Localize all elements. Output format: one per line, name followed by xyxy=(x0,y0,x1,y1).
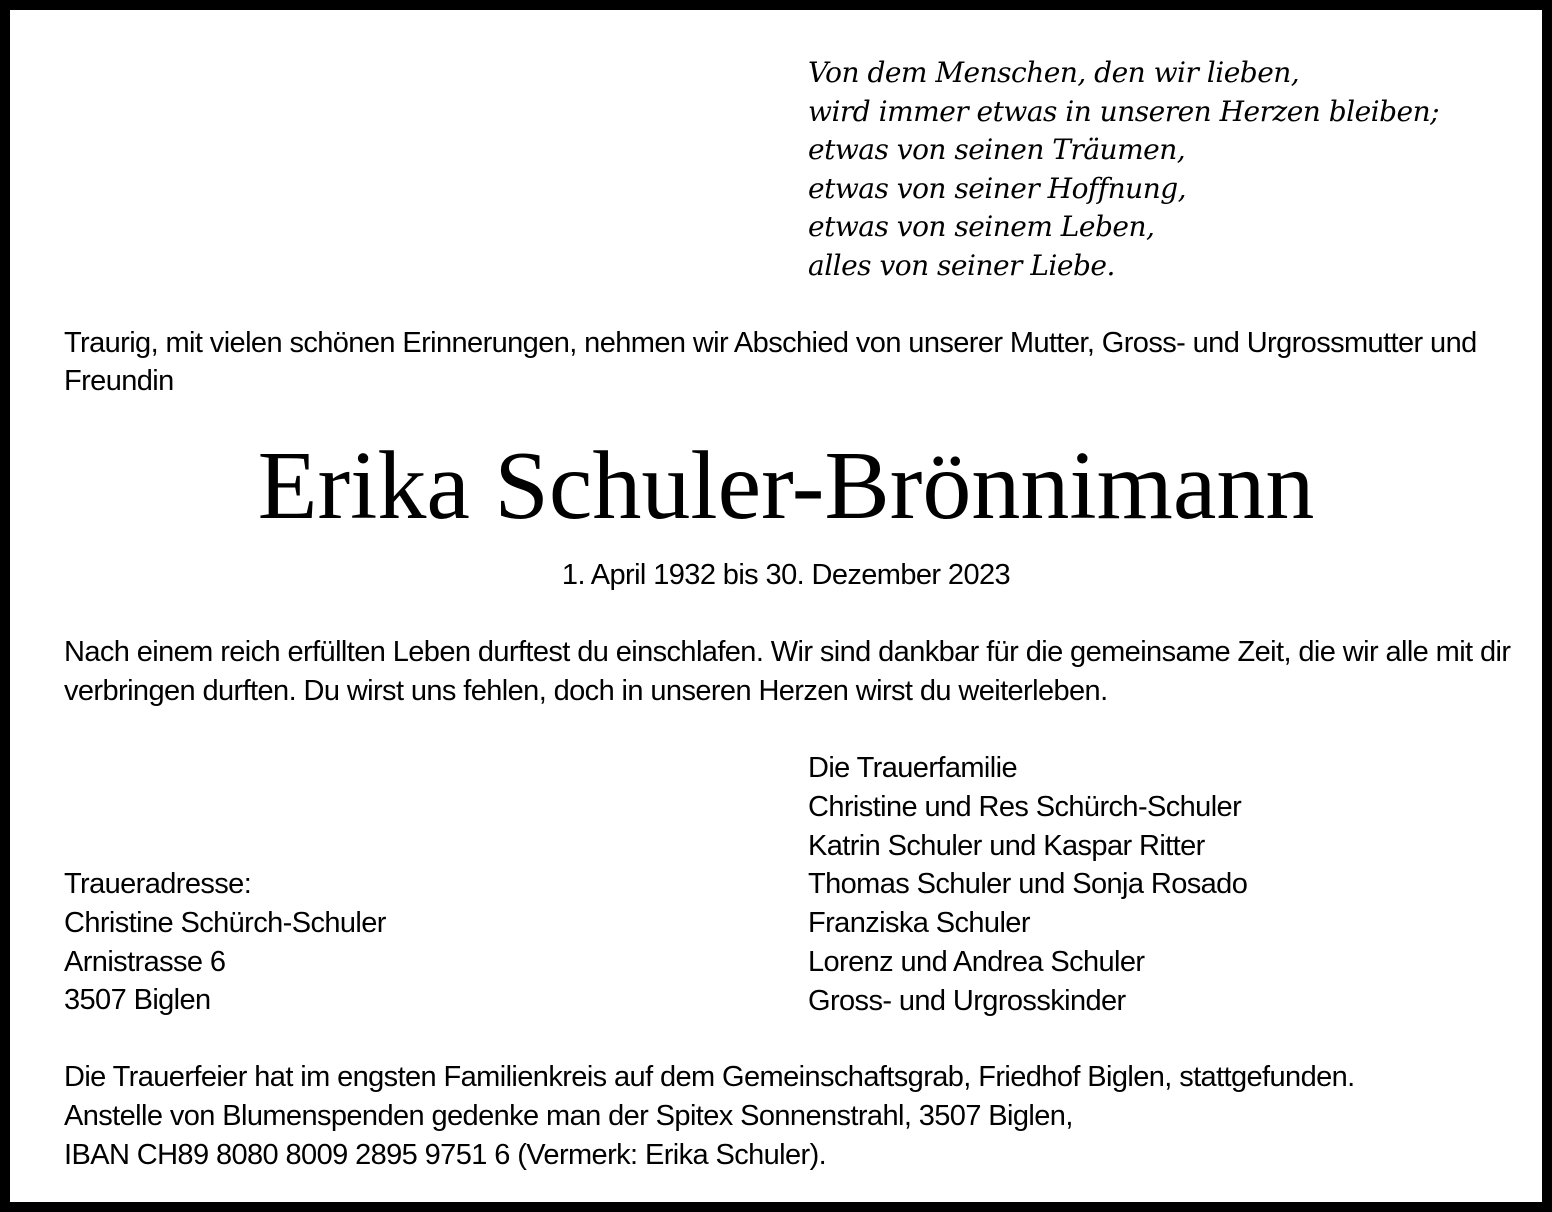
family-member: Christine und Res Schürch-Schuler xyxy=(808,790,1242,823)
poem-line: etwas von seinem Leben, xyxy=(808,210,1155,243)
ceremony-note: Die Trauerfeier hat im engsten Familienkreis auf dem Gemeinschaftsgrab, Friedhof Biglen, stattgefunden. xyxy=(64,1061,1355,1093)
intro-text: Traurig, mit vielen schönen Erinnerungen, nehmen wir Abschied von unserer Mutter, Gross- und Urgrossmutter und Freundin xyxy=(64,327,1477,397)
life-dates: 1. April 1932 bis 30. Dezember 2023 xyxy=(561,559,1011,591)
address-line: Christine Schürch-Schuler xyxy=(64,906,386,939)
farewell-message: Nach einem reich erfüllten Leben durftest du einschlafen. Wir sind dankbar für die gemeinsame Zeit, die wir alle mit dir verbringen durften. Du wirst uns fehlen, doch in unseren Herzen wirst du weiterleben. xyxy=(64,636,1511,707)
family-heading: Die Trauerfamilie xyxy=(808,752,1017,784)
address-line: Arnistrasse 6 xyxy=(64,945,226,978)
closing-notice xyxy=(64,1058,1355,1174)
address-line: 3507 Biglen xyxy=(64,984,211,1017)
iban-note: IBAN CH89 8080 8009 2895 9751 6 (Vermerk: Erika Schuler). xyxy=(64,1138,827,1171)
donation-note: Anstelle von Blumenspenden gedenke man der Spitex Sonnenstrahl, 3507 Biglen, xyxy=(64,1099,1073,1132)
deceased-name: Erika Schuler-Brönnimann xyxy=(257,432,1315,540)
family-member: Lorenz und Andrea Schuler xyxy=(808,945,1145,978)
mourning-address xyxy=(64,865,386,1020)
poem-line: etwas von seinen Träumen, xyxy=(808,133,1186,166)
poem-line: Von dem Menschen, den wir lieben, xyxy=(808,56,1300,89)
poem-line: wird immer etwas in unseren Herzen bleiben; xyxy=(808,94,1440,128)
family-member: Gross- und Urgrosskinder xyxy=(808,984,1126,1017)
address-heading: Traueradresse: xyxy=(64,868,252,900)
family-list xyxy=(808,749,1247,1021)
poem-line: alles von seiner Liebe. xyxy=(808,248,1115,282)
poem xyxy=(808,54,1439,285)
family-member: Katrin Schuler und Kaspar Ritter xyxy=(808,829,1205,862)
family-member: Thomas Schuler und Sonja Rosado xyxy=(808,868,1248,901)
family-member: Franziska Schuler xyxy=(808,907,1030,940)
poem-line: etwas von seiner Hoffnung, xyxy=(808,171,1187,205)
